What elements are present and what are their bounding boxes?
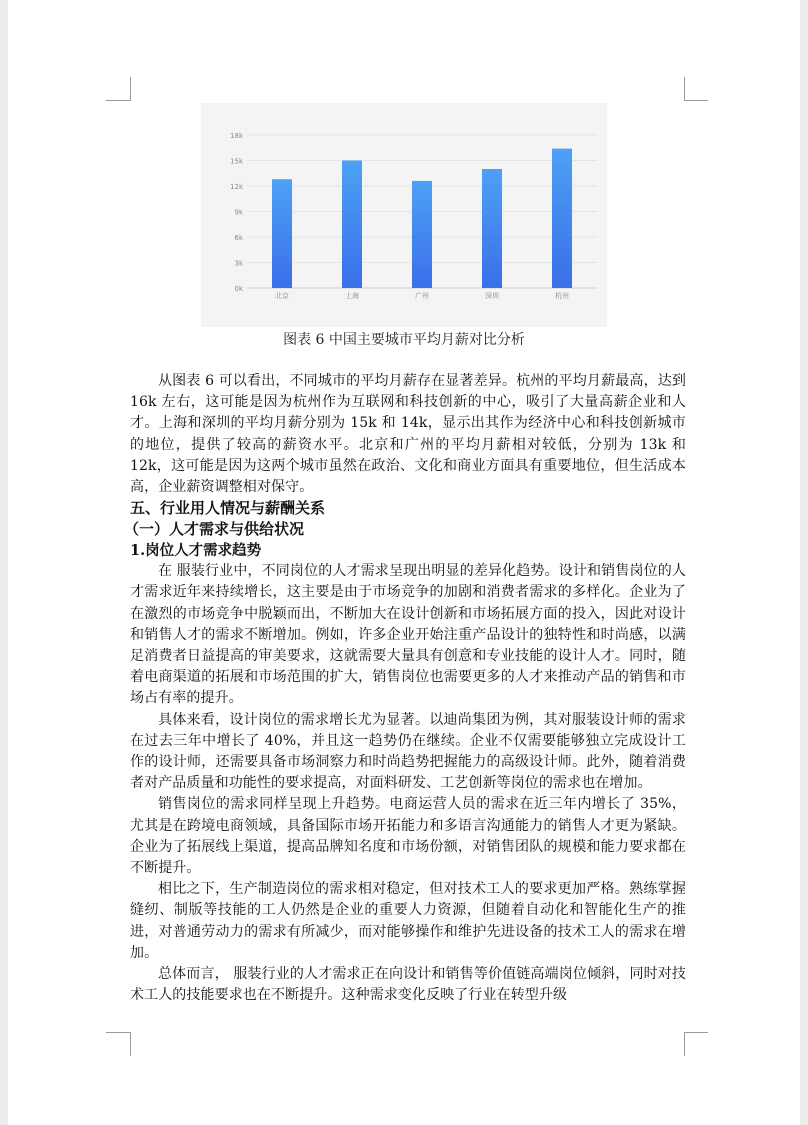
x-tick-label: 深圳 xyxy=(485,292,499,300)
section-heading-5: 五、行业用人情况与薪酬关系 xyxy=(130,499,326,518)
y-tick-label: 15k xyxy=(230,157,243,166)
y-tick-label: 12k xyxy=(230,183,243,191)
salary-bar-chart xyxy=(201,103,607,327)
paragraph-design-demand: 具体来看，设计岗位的需求增长尤为显著。以迪尚集团为例，其对服装设计师的需求在过去三年中增长了 40%，并且这一趋势仍在继续。企业不仅需要能够独立完成设计工作的设计师，还需要具备市场洞察力和时尚趋势把握能力的高级设计师。此外，随着消费者对产品质量和功能性的要求提高，对面料研发、工艺创新等岗位的需求也在增加。 xyxy=(130,711,686,792)
y-tick-label: 9k xyxy=(234,208,243,217)
x-tick-label: 杭州 xyxy=(555,292,569,300)
bar-1 xyxy=(342,161,362,289)
document-page xyxy=(8,0,800,1125)
bar-2 xyxy=(412,181,432,288)
x-tick-label: 北京 xyxy=(275,292,289,300)
y-tick-label: 3k xyxy=(234,259,243,268)
item-heading-1: 1.岗位人才需求趋势 xyxy=(130,542,262,560)
x-tick-label: 上海 xyxy=(345,292,359,300)
bar-0 xyxy=(272,179,292,288)
bar-3 xyxy=(482,169,502,288)
bar-4 xyxy=(552,149,572,288)
y-tick-label: 0k xyxy=(234,285,243,293)
paragraph-sales-demand: 销售岗位的需求同样呈现上升趋势。电商运营人员的需求在近三年内增长了 35%，尤其是在跨境电商领域，具备国际市场开拓能力和多语言沟通能力的销售人才更为紧缺。企业为了拓展线上渠道，提高品牌知名度和市场份额，对销售团队的规模和能力要求都在不断提升。 xyxy=(130,796,686,877)
paragraph-summary: 总体而言， 服装行业的人才需求正在向设计和销售等价值链高端岗位倾斜，同时对技术工人的技能要求也在不断提升。这种需求变化反映了行业在转型升级 xyxy=(130,966,686,1004)
y-tick-label: 18k xyxy=(230,132,243,140)
body-text xyxy=(124,371,686,1006)
paragraph-demand-trend: 在 服装行业中，不同岗位的人才需求呈现出明显的差异化趋势。设计和销售岗位的人才需求近年来持续增长，这主要是由于市场竞争的加剧和消费者需求的多样化。企业为了在激烈的市场竞争中脱颖而出，不断加大在设计创新和市场拓展方面的投入，因此对设计和销售人才的需求不断增加。例如，许多企业开始注重产品设计的独特性和时尚感，以满足消费者日益提高的审美要求，这就需要大量具有创意和专业技能的设计人才。同时，随着电商渠道的拓展和市场范围的扩大，销售岗位也需要更多的人才来推动产品的销售和市场占有率的提升。 xyxy=(130,563,686,707)
x-tick-label: 广州 xyxy=(415,292,429,300)
y-tick-label: 6k xyxy=(234,234,243,242)
subsection-heading-5-1: （一）人才需求与供给状况 xyxy=(124,520,305,539)
paragraph-chart-analysis: 从图表 6 可以看出，不同城市的平均月薪存在显著差异。杭州的平均月薪最高，达到 16k 左右，这可能是因为杭州作为互联网和科技创新的中心，吸引了大量高薪企业和人才。上海和深圳的平均月薪分别为 15k 和 14k，显示出其作为经济中心和科技创新城市的地位，提供了较高的薪资水平。北京和广州的平均月薪相对较低，分别为 13k 和 12k，这可能是因为这两个城市虽然在政治、文化和商业方面具有重要地位，但生活成本高，企业薪资调整相对保守。 xyxy=(130,373,686,496)
paragraph-production-demand: 相比之下，生产制造岗位的需求相对稳定，但对技术工人的要求更加严格。熟练掌握缝纫、制版等技能的工人仍然是企业的重要人力资源，但随着自动化和智能化生产的推进，对普通劳动力的需求有所减少，而对能够操作和维护先进设备的技术工人的需求在增加。 xyxy=(130,881,686,961)
figure-caption: 图表 6 中国主要城市平均月薪对比分析 xyxy=(283,332,525,348)
